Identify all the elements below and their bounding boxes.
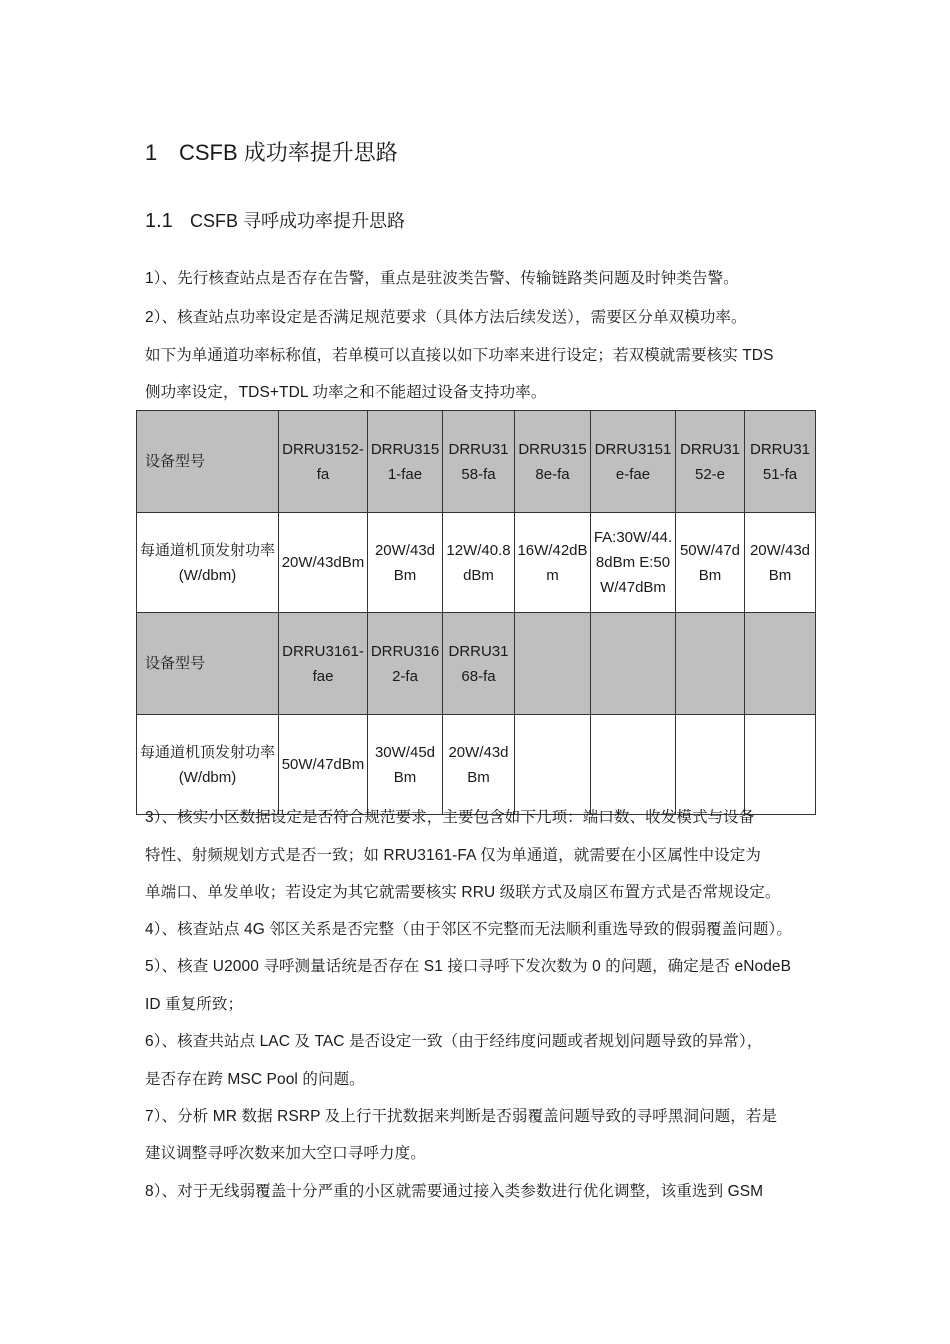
heading-1-text: CSFB 成功率提升思路 xyxy=(179,140,398,165)
table-cell: DRRU3168-fa xyxy=(443,613,515,715)
table-cell: DRRU3158-fa xyxy=(443,411,515,513)
paragraph-line: 如下为单通道功率标称值，若单模可以直接以如下功率来进行设定；若双模就需要核实 TDS xyxy=(145,347,774,364)
heading-2-text: CSFB 寻呼成功率提升思路 xyxy=(190,211,406,231)
table-cell: DRRU3151-fa xyxy=(745,411,816,513)
heading-1 xyxy=(145,136,398,167)
table-row xyxy=(137,715,816,815)
table-cell: 12W/40.8dBm xyxy=(443,513,515,613)
table-cell xyxy=(591,715,676,815)
paragraph-line: 建议调整寻呼次数来加大空口寻呼力度。 xyxy=(145,1145,426,1162)
paragraph-line: 侧功率设定，TDS+TDL 功率之和不能超过设备支持功率。 xyxy=(145,384,547,401)
table-cell: 20W/43dBm xyxy=(279,513,368,613)
row-header-model: 设备型号 xyxy=(137,411,279,513)
paragraph-line: 8）、对于无线弱覆盖十分严重的小区就需要通过接入类参数进行优化调整，该重选到 GSM xyxy=(145,1183,764,1200)
table-cell: 20W/43dBm xyxy=(368,513,443,613)
paragraph-line: 单端口、单发单收；若设定为其它就需要核实 RRU 级联方式及扇区布置方式是否常规设定。 xyxy=(145,884,781,901)
heading-2-number: 1.1 xyxy=(145,210,173,232)
table-cell xyxy=(515,613,591,715)
table-cell xyxy=(591,613,676,715)
table-cell xyxy=(515,715,591,815)
table-row xyxy=(137,513,816,613)
row-header-power: 每通道机顶发射功率(W/dbm) xyxy=(137,513,279,613)
table-row xyxy=(137,613,816,715)
paragraph-line: ID 重复所致； xyxy=(145,996,244,1013)
table-cell: DRRU3158e-fa xyxy=(515,411,591,513)
row-header-power: 每通道机顶发射功率(W/dbm) xyxy=(137,715,279,815)
table-cell xyxy=(745,613,816,715)
heading-2 xyxy=(145,207,405,233)
paragraph-line: 1）、先行核查站点是否存在告警，重点是驻波类告警、传输链路类问题及时钟类告警。 xyxy=(145,270,739,287)
table-cell: 16W/42dBm xyxy=(515,513,591,613)
table-cell: DRRU3162-fa xyxy=(368,613,443,715)
power-spec-table xyxy=(136,410,816,815)
table-cell: 30W/45dBm xyxy=(368,715,443,815)
table-cell xyxy=(745,715,816,815)
table-cell: DRRU3151e-fae xyxy=(591,411,676,513)
table-cell xyxy=(676,613,745,715)
table-row xyxy=(137,411,816,513)
table-cell: DRRU3151-fae xyxy=(368,411,443,513)
paragraph-line: 是否存在跨 MSC Pool 的问题。 xyxy=(145,1071,365,1088)
paragraph-line: 2）、核查站点功率设定是否满足规范要求（具体方法后续发送），需要区分单双模功率。 xyxy=(145,309,747,326)
paragraph-line: 7）、分析 MR 数据 RSRP 及上行干扰数据来判断是否弱覆盖问题导致的寻呼黑洞问题，若是 xyxy=(145,1108,778,1125)
table-cell: DRRU3152-fa xyxy=(279,411,368,513)
table-cell: 20W/43dBm xyxy=(443,715,515,815)
table-cell: DRRU3152-e xyxy=(676,411,745,513)
heading-1-number: 1 xyxy=(145,140,158,165)
row-header-model: 设备型号 xyxy=(137,613,279,715)
table-cell: DRRU3161-fae xyxy=(279,613,368,715)
table-cell: 50W/47dBm xyxy=(676,513,745,613)
table-cell: FA:30W/44.8dBm E:50W/47dBm xyxy=(591,513,676,613)
paragraph-line: 6）、核查共站点 LAC 及 TAC 是否设定一致（由于经纬度问题或者规划问题导致的异常）， xyxy=(145,1033,763,1050)
paragraph-line: 4）、核查站点 4G 邻区关系是否完整（由于邻区不完整而无法顺利重选导致的假弱覆盖问题）。 xyxy=(145,921,792,938)
paragraph-line: 5）、核查 U2000 寻呼测量话统是否存在 S1 接口寻呼下发次数为 0 的问题，确定是否 eNodeB xyxy=(145,958,792,975)
paragraph-line: 特性、射频规划方式是否一致；如 RRU3161-FA 仅为单通道，就需要在小区属性中设定为 xyxy=(145,847,761,864)
paragraph-line: 3）、核实小区数据设定是否符合规范要求，主要包含如下几项：端口数、收发模式与设备 xyxy=(145,809,755,826)
table-cell xyxy=(676,715,745,815)
table-cell: 50W/47dBm xyxy=(279,715,368,815)
table-cell: 20W/43dBm xyxy=(745,513,816,613)
